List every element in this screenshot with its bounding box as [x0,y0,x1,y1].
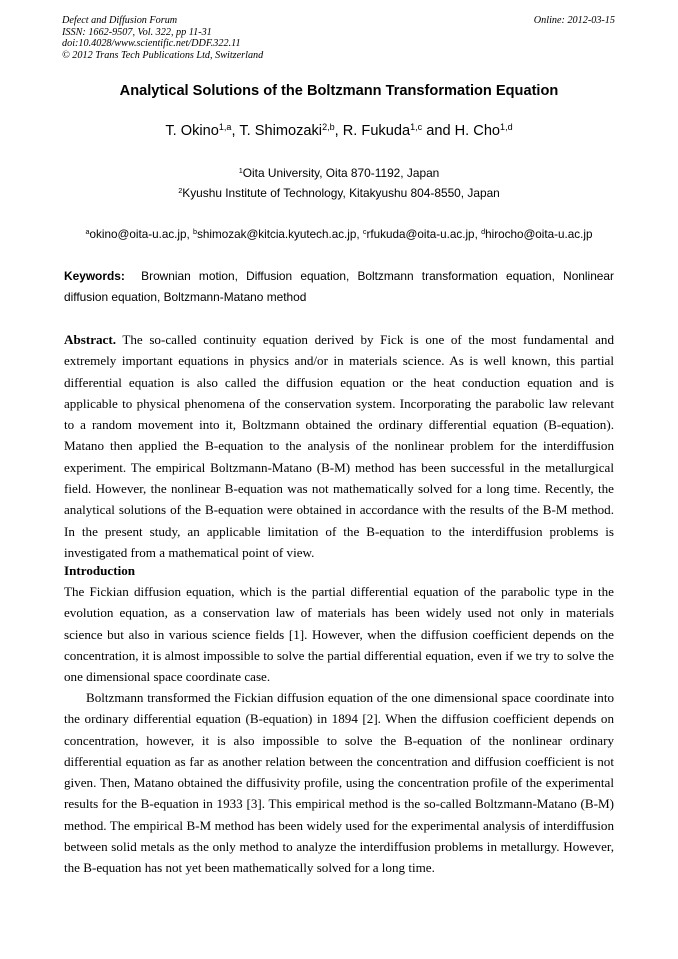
intro-paragraph-1: The Fickian diffusion equation, which is the partial differential equation of the parabolic type in the evolution equation, as a conservation law of materials has been widely used not only in materials science but also in various science fields [1]. However, when the diffusion coefficient depends on the concentration, it is almost impossible to solve the partial differential equation, even if we try to solve the one dimensional space coordinate case. [64,584,614,685]
email[interactable]: $^d$hirocho@oita-u.ac.jp [481,227,593,241]
email[interactable]: $^b$shimozak@kitcia.kyutech.ac.jp [193,227,357,241]
email-list: $^a$okino@oita-u.ac.jp, $^b$shimozak@kitcia.kyutech.ac.jp, $^c$rfukuda@oita-u.ac.jp, $^d$hirocho@oita-u.ac.jp [85,227,593,241]
section-heading: Introduction [64,563,136,578]
journal-header [62,15,263,61]
author: H. Cho$^{1,d}$ [454,122,513,139]
journal-copyright: © 2012 Trans Tech Publications Ltd, Switzerland [62,49,264,61]
author: T. Okino$^{1,a}$, [165,122,240,139]
journal-issn: ISSN: 1662-9507, Vol. 322, pp 11-31 [62,26,212,38]
email[interactable]: $^c$rfukuda@oita-u.ac.jp [362,227,475,241]
paper-title: Analytical Solutions of the Boltzmann Transformation Equation [119,83,559,99]
online-date: Online: 2012-03-15 [533,15,615,26]
abstract [64,329,614,563]
keywords-label: Keywords: [64,269,125,283]
author-list [0,121,678,141]
journal-doi: doi:10.4028/www.scientific.net/DDF.322.11 [62,38,241,50]
author: R. Fukuda$^{1,c}$ and [342,122,455,139]
keywords [64,266,614,308]
affiliation-1: $^1$Oita University, Oita 870-1192, Japan [238,165,440,180]
author: T. Shimozaki$^{2,b}$, [239,122,343,139]
email[interactable]: $^a$okino@oita-u.ac.jp [85,227,187,241]
abstract-label: Abstract. [64,332,116,347]
affiliation-2: $^2$Kyushu Institute of Technology, Kitakyushu 804-8550, Japan [178,185,500,200]
journal-name: Defect and Diffusion Forum [62,15,178,26]
intro-paragraph-2: Boltzmann transformed the Fickian diffusion equation of the one dimensional space coordinate into the ordinary differential equation (B-equation) in 1894 [2]. When the diffusion coefficient depends on concentration, however, it is also impossible to solve the B-equation of the nonlinear ordinary differential equation as far as another relation between the concentration and diffusion coefficient is not given. Then, Matano obtained the diffusivity profile, using the concentration profile of the experimental results for the B-equation in 1933 [3]. This empirical method is the so-called Boltzmann-Matano (B-M) method. The empirical B-M method has been widely used for the experimental analysis of interdiffusion between solid metals as the only method to analyze the interdiffusion problems in metallurgy. However, the B-equation has not yet been mathematically solved for a long time. [64,690,614,876]
keywords-text: Brownian motion, Diffusion equation, Boltzmann transformation equation, Nonlinear diffusion equation, Boltzmann-Matano method [64,269,614,304]
abstract-text: The so-called continuity equation derived by Fick is one of the most fundamental and extremely important equations in physics and/or in materials science. As is well known, this partial differential equation is also called the diffusion equation or the heat conduction equation and is applicable to physical phenomena of the conservation system. Incorporating the parabolic law relevant to a random movement into it, Boltzmann obtained the ordinary differential equation (B-equation). Matano then applied the B-equation to the analysis of the nonlinear problem for the interdiffusion experiment. The empirical Boltzmann-Matano (B-M) method has been successful in the metallurgical field. However, the nonlinear B-equation was not mathematically solved for a long time. Recently, the analytical solutions of the B-equation were obtained in accordance with the results of the B-M method. In the present study, an applicable limitation of the B-equation to the interdiffusion problems is investigated from a mathematical point of view. [64,332,614,560]
